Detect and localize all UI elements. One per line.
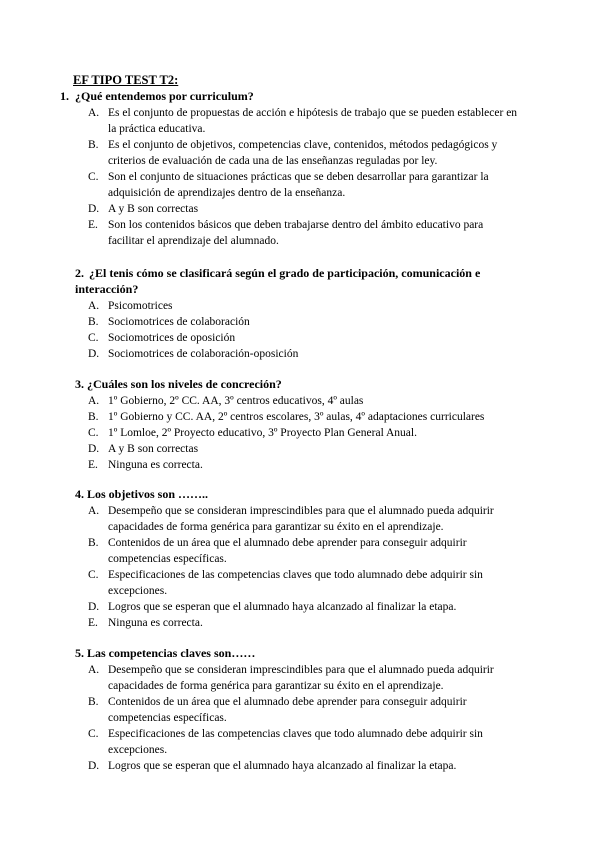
question-number: 4. [75, 487, 84, 501]
option-item [0, 599, 600, 615]
question-4 [0, 486, 600, 631]
option-text: Sociomotrices de oposición [108, 332, 236, 344]
option-letter: B. [88, 537, 99, 549]
option-letter: A. [88, 664, 100, 676]
option-item [0, 346, 600, 362]
option-item [0, 169, 600, 201]
question-number: 2. [75, 266, 84, 280]
option-letter: A. [88, 300, 100, 312]
option-text: A y B son correctas [108, 443, 199, 455]
question-label: Las competencias claves son…… [87, 646, 256, 660]
question-text [0, 376, 600, 392]
option-item [0, 298, 600, 314]
option-letter: C. [88, 569, 99, 581]
option-list [0, 298, 600, 362]
option-item [0, 105, 600, 137]
option-text: Especificaciones de las competencias claves que todo alumnado debe adquirir sin excepciones. [108, 569, 483, 597]
option-text: Psicomotrices [108, 300, 173, 312]
option-item [0, 425, 600, 441]
question-5 [0, 645, 600, 774]
option-letter: D. [88, 348, 100, 360]
option-item [0, 535, 600, 567]
option-item [0, 726, 600, 758]
option-text: Ninguna es correcta. [108, 617, 203, 629]
option-text: 1º Gobierno, 2º CC. AA, 3º centros educativos, 4º aulas [108, 395, 364, 407]
option-item [0, 137, 600, 169]
question-number: 5. [75, 646, 84, 660]
option-text: Es el conjunto de propuestas de acción e hipótesis de trabajo que se pueden establecer en la práctica educativa. [108, 107, 518, 135]
option-item [0, 393, 600, 409]
question-label: ¿El tenis cómo se clasificará según el grado de participación, comunicación e interacción? [75, 266, 481, 296]
option-item [0, 409, 600, 425]
option-list [0, 662, 600, 774]
option-letter: E. [88, 617, 98, 629]
option-letter: D. [88, 760, 100, 772]
option-letter: B. [88, 411, 99, 423]
question-text [0, 486, 600, 502]
question-number: 1. [60, 89, 69, 103]
option-letter: B. [88, 139, 99, 151]
option-letter: E. [88, 219, 98, 231]
question-number: 3. [75, 377, 84, 391]
option-text: 1º Gobierno y CC. AA, 2º centros escolares, 3º aulas, 4º adaptaciones curriculares [108, 411, 485, 423]
option-text: Sociomotrices de colaboración-oposición [108, 348, 299, 360]
option-list [0, 393, 600, 473]
option-item [0, 615, 600, 631]
question-3 [0, 376, 600, 473]
option-item [0, 201, 600, 217]
option-item [0, 567, 600, 599]
option-text: Desempeño que se consideran imprescindibles para que el alumnado pueda adquirir capacidades de forma genérica para garantizar su éxito en el aprendizaje. [108, 664, 494, 692]
question-label: ¿Cuáles son los niveles de concreción? [87, 377, 282, 391]
option-item [0, 758, 600, 774]
option-item [0, 503, 600, 535]
option-item [0, 662, 600, 694]
option-letter: D. [88, 203, 100, 215]
option-letter: B. [88, 696, 99, 708]
option-letter: E. [88, 459, 98, 471]
option-item [0, 694, 600, 726]
option-list [0, 503, 600, 631]
option-text: Logros que se esperan que el alumnado haya alcanzado al finalizar la etapa. [108, 760, 457, 772]
question-text [0, 265, 600, 297]
option-item [0, 441, 600, 457]
option-letter: C. [88, 728, 99, 740]
option-item [0, 217, 600, 249]
question-label: ¿Qué entendemos por curriculum? [75, 89, 254, 103]
option-text: Son el conjunto de situaciones prácticas que se deben desarrollar para garantizar la adquisición de aprendizajes dentro de la enseñanza. [108, 171, 489, 199]
option-letter: D. [88, 443, 100, 455]
option-text: Contenidos de un área que el alumnado debe aprender para conseguir adquirir competencias específicas. [108, 696, 467, 724]
option-text: Es el conjunto de objetivos, competencias clave, contenidos, métodos pedagógicos y criterios de evaluación de cada una de las enseñanzas reguladas por ley. [108, 139, 498, 167]
option-item [0, 314, 600, 330]
option-text: Ninguna es correcta. [108, 459, 203, 471]
question-label: Los objetivos son …….. [87, 487, 209, 501]
option-letter: D. [88, 601, 100, 613]
option-item [0, 330, 600, 346]
question-1 [0, 88, 600, 249]
option-letter: C. [88, 171, 99, 183]
option-letter: B. [88, 316, 99, 328]
option-letter: C. [88, 332, 99, 344]
option-letter: A. [88, 395, 100, 407]
option-text: Desempeño que se consideran imprescindibles para que el alumnado pueda adquirir capacidades de forma genérica para garantizar su éxito en el aprendizaje. [108, 505, 494, 533]
question-text [0, 645, 600, 661]
option-list [0, 105, 600, 249]
option-letter: C. [88, 427, 99, 439]
option-text: Especificaciones de las competencias claves que todo alumnado debe adquirir sin excepciones. [108, 728, 483, 756]
document-title: EF TIPO TEST T2: [73, 73, 179, 87]
question-text [0, 88, 600, 104]
option-letter: A. [88, 107, 100, 119]
question-2 [0, 265, 600, 362]
option-text: Contenidos de un área que el alumnado debe aprender para conseguir adquirir competencias específicas. [108, 537, 467, 565]
option-text: Sociomotrices de colaboración [108, 316, 250, 328]
option-letter: A. [88, 505, 100, 517]
option-item [0, 457, 600, 473]
option-text: A y B son correctas [108, 203, 199, 215]
option-text: Logros que se esperan que el alumnado haya alcanzado al finalizar la etapa. [108, 601, 457, 613]
option-text: 1º Lomloe, 2º Proyecto educativo, 3º Proyecto Plan General Anual. [108, 427, 417, 439]
option-text: Son los contenidos básicos que deben trabajarse dentro del ámbito educativo para facilitar el aprendizaje del alumnado. [108, 219, 484, 247]
